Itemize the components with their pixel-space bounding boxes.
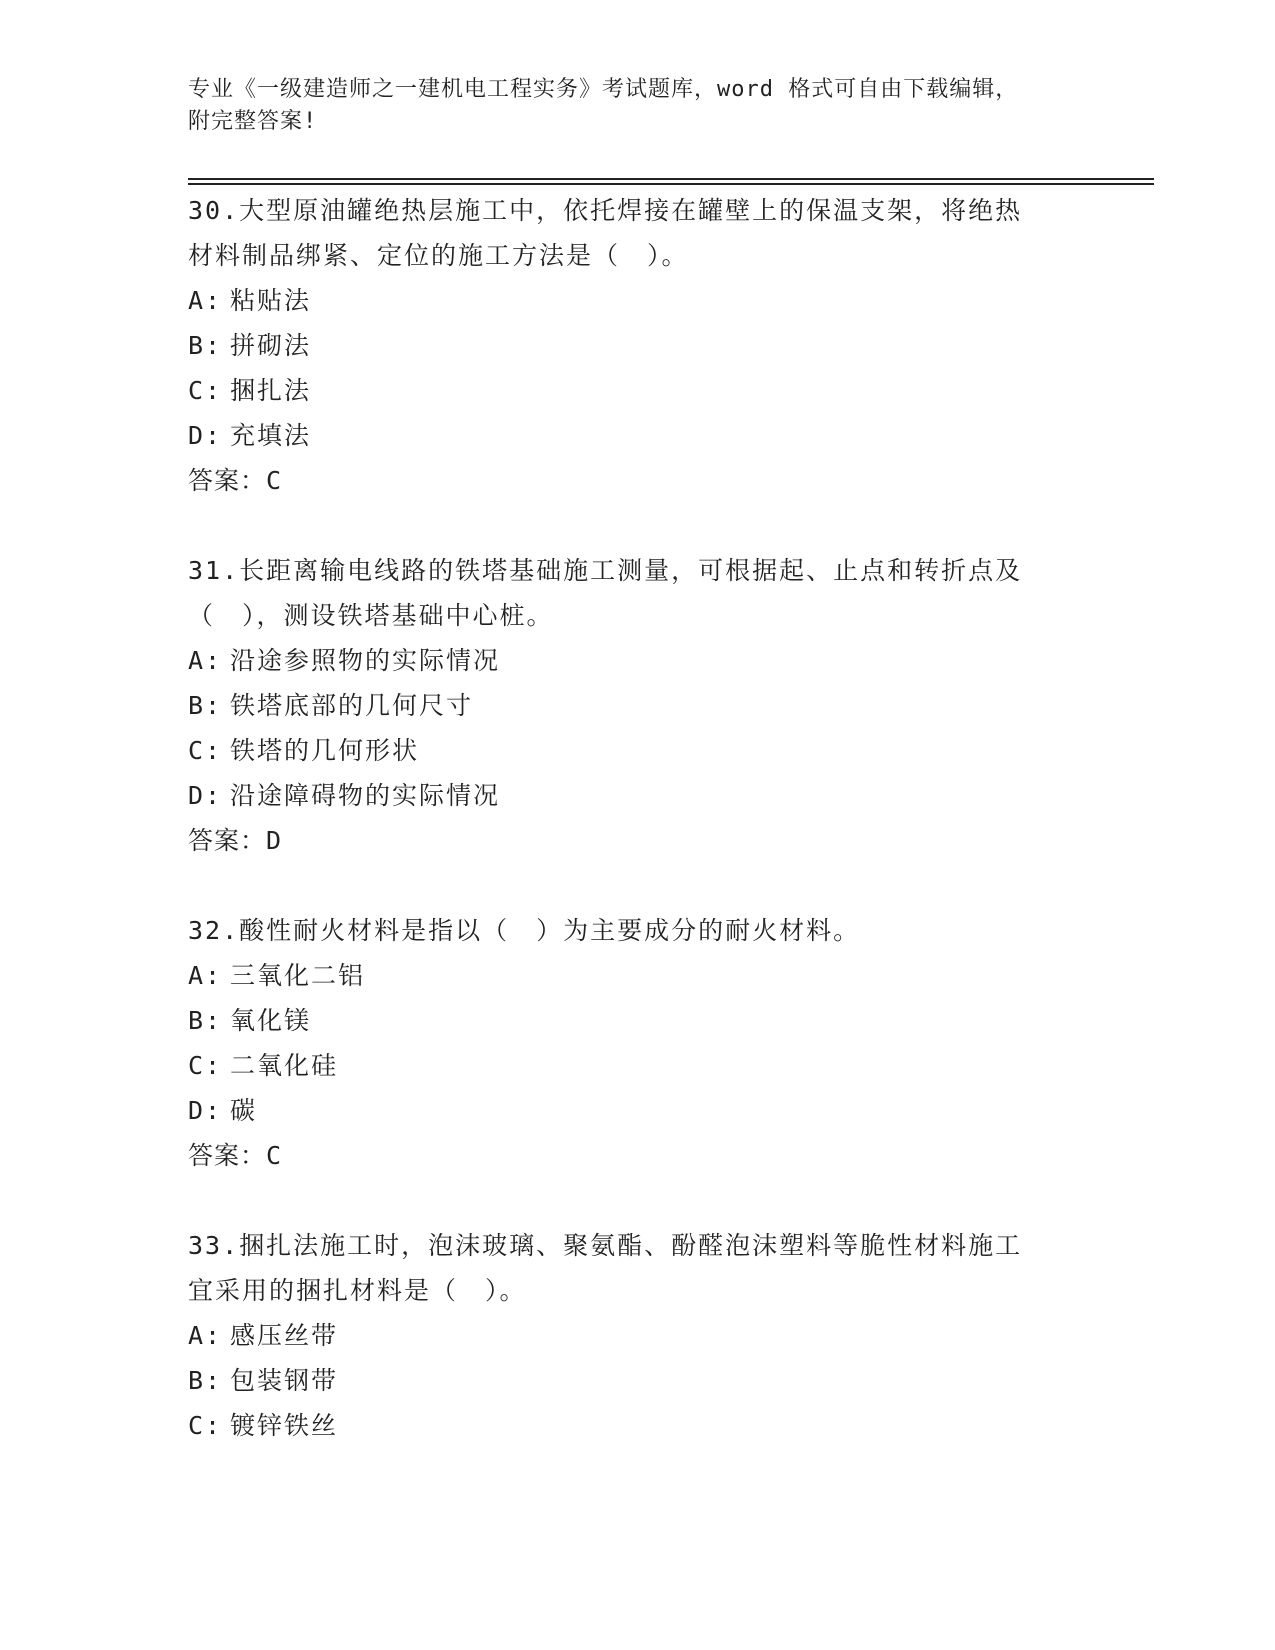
option-letter: B: (188, 331, 223, 360)
option-d (188, 773, 1088, 818)
option-text: 三氧化二铝 (230, 961, 366, 990)
option-letter: D: (188, 781, 223, 810)
question-stem-line: 32.酸性耐火材料是指以（ ）为主要成分的耐火材料。 (188, 916, 861, 945)
option-c (188, 1403, 1088, 1448)
option-text: 铁塔底部的几何尺寸 (230, 691, 474, 720)
option-a (188, 953, 1088, 998)
option-b (188, 1358, 1088, 1403)
question-stem-line: 33.捆扎法施工时，泡沫玻璃、聚氨酯、酚醛泡沫塑料等脆性材料施工 (188, 1231, 1023, 1260)
answer-line (188, 1133, 1088, 1178)
option-letter: B: (188, 1006, 223, 1035)
question-stem-line: 30.大型原油罐绝热层施工中，依托焊接在罐壁上的保温支架，将绝热 (188, 196, 1023, 225)
option-text: 氧化镁 (230, 1006, 312, 1035)
option-a (188, 638, 1088, 683)
question-stem-line: 31.长距离输电线路的铁塔基础施工测量，可根据起、止点和转折点及 (188, 556, 1023, 585)
option-d (188, 1088, 1088, 1133)
header-divider-bottom (188, 183, 1154, 185)
answer-label: 答案： (188, 826, 267, 855)
question-32 (188, 908, 1088, 1178)
answer-value: C (266, 1141, 283, 1170)
question-30 (188, 188, 1088, 503)
option-text: 二氧化硅 (230, 1051, 339, 1080)
question-stem-line: 材料制品绑紧、定位的施工方法是（ ）。 (188, 241, 689, 270)
option-b (188, 323, 1088, 368)
option-text: 包装钢带 (230, 1366, 339, 1395)
option-letter: B: (188, 1366, 223, 1395)
option-text: 粘贴法 (230, 286, 312, 315)
option-letter: C: (188, 736, 223, 765)
answer-label: 答案： (188, 466, 267, 495)
answer-line (188, 458, 1088, 503)
question-33 (188, 1223, 1088, 1448)
answer-line (188, 818, 1088, 863)
option-letter: C: (188, 1411, 223, 1440)
question-stem-line: （ ），测设铁塔基础中心桩。 (188, 601, 554, 630)
header-line-1: 专业《一级建造师之一建机电工程实务》考试题库，word 格式可自由下载编辑， (188, 77, 1019, 102)
answer-label: 答案： (188, 1141, 267, 1170)
option-letter: D: (188, 1096, 223, 1125)
option-letter: C: (188, 376, 223, 405)
option-c (188, 368, 1088, 413)
option-letter: C: (188, 1051, 223, 1080)
option-text: 沿途障碍物的实际情况 (230, 781, 501, 810)
option-letter: A: (188, 961, 223, 990)
option-b (188, 998, 1088, 1043)
answer-value: D (266, 826, 283, 855)
option-text: 拼砌法 (230, 331, 312, 360)
option-letter: B: (188, 691, 223, 720)
option-d (188, 413, 1088, 458)
option-a (188, 1313, 1088, 1358)
option-letter: A: (188, 1321, 223, 1350)
option-text: 感压丝带 (230, 1321, 339, 1350)
answer-value: C (266, 466, 283, 495)
option-c (188, 1043, 1088, 1088)
option-b (188, 683, 1088, 728)
document-header (188, 74, 1088, 138)
question-stem-line: 宜采用的捆扎材料是（ ）。 (188, 1276, 527, 1305)
question-31 (188, 548, 1088, 863)
header-divider-top (188, 178, 1154, 180)
option-letter: A: (188, 646, 223, 675)
option-text: 铁塔的几何形状 (230, 736, 420, 765)
option-c (188, 728, 1088, 773)
option-text: 镀锌铁丝 (230, 1411, 339, 1440)
option-text: 充填法 (230, 421, 312, 450)
header-line-2: 附完整答案! (188, 109, 318, 134)
option-letter: A: (188, 286, 223, 315)
option-text: 捆扎法 (230, 376, 312, 405)
option-text: 碳 (230, 1096, 258, 1125)
option-letter: D: (188, 421, 223, 450)
option-text: 沿途参照物的实际情况 (230, 646, 501, 675)
option-a (188, 278, 1088, 323)
